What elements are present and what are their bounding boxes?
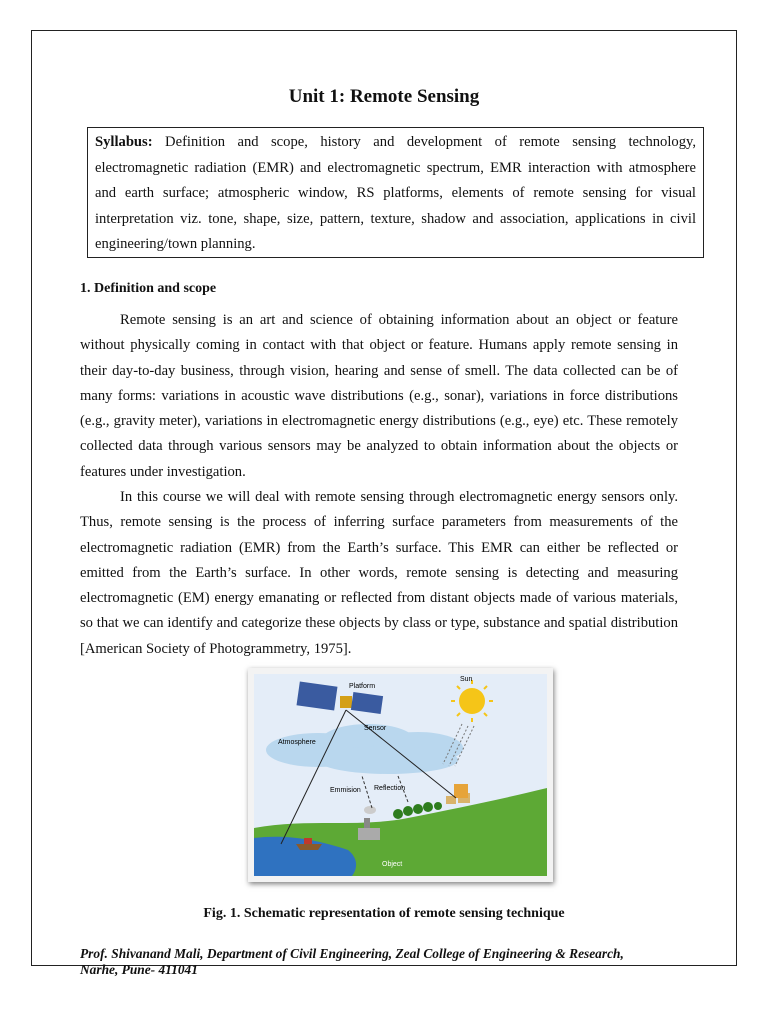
label-sun: Sun [460, 676, 473, 683]
label-atmosphere: Atmosphere [278, 739, 316, 746]
figure-diagram [248, 668, 553, 882]
label-sensor: Sensor [364, 725, 387, 732]
page-footer [80, 946, 700, 977]
paragraph-2-text: In this course we will deal with remote sensing through electromagnetic energy sensors only. Thus, remote sensing is the process of inferring surface parameters from measurements of the electromagnetic radiation (EMR) from the Earth’s surface. This EMR can either be reflected or emitted from the Earth’s surface. In other words, remote sensing is detecting and measuring electromagnetic (EM) energy emanating or reflected from distant objects made of various materials, so that we can identify and categorize these objects by class or type, substance and spatial distribution [American Society of Photogrammetry, 1975]. [80, 489, 678, 657]
label-reflection: Reflection [374, 785, 406, 792]
label-platform: Platform [349, 683, 376, 690]
label-object: Object [382, 861, 403, 868]
section-heading: 1. Definition and scope [80, 281, 217, 296]
syllabus-label: Syllabus: [95, 134, 153, 150]
paragraph-2 [80, 485, 678, 662]
paragraph-1 [80, 308, 678, 485]
footer-line-1: Prof. Shivanand Mali, Department of Civil Engineering, Zeal College of Engineering & Research, [80, 946, 624, 961]
syllabus-text: Definition and scope, history and development of remote sensing technology, electromagnetic radiation (EMR) and electromagnetic spectrum, EMR interaction with atmosphere and earth surface; atmospheric window, RS platforms, elements of remote sensing for visual interpretation viz. tone, shape, size, pattern, texture, shadow and association, applications in civil engineering/town planning. [95, 134, 696, 253]
syllabus-box [87, 127, 704, 258]
label-emmision: Emmision [330, 787, 361, 794]
paragraph-1-text: Remote sensing is an art and science of obtaining information about an object or feature without physically coming in contact with that object or feature. Humans apply remote sensing in their day-to-day business, through vision, hearing and sense of smell. The data collected can be of many forms: variations in acoustic wave distributions (e.g., sonar), variations in force distributions (e.g., gravity meter), variations in electromagnetic energy distributions (e.g., eye) etc. These remotely collected data through various sensors may be analyzed to obtain information about the objects or features under investigation. [80, 312, 678, 480]
remote-sensing-figure [248, 668, 553, 882]
footer-line-2: Narhe, Pune- 411041 [80, 961, 198, 977]
figure-caption: Fig. 1. Schematic representation of remote sensing technique [203, 906, 565, 921]
page-title: Unit 1: Remote Sensing [288, 86, 480, 107]
